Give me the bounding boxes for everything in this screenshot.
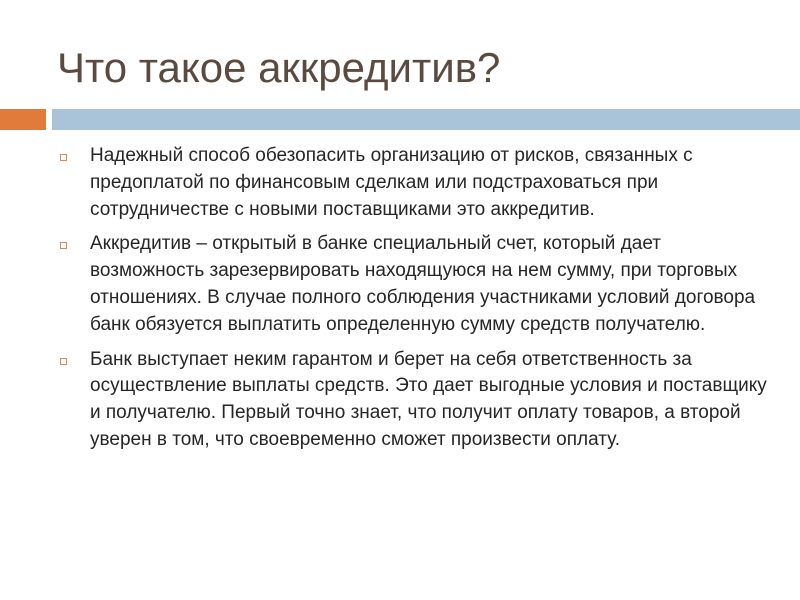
bullet-text: Банк выступает неким гарантом и берет на себя ответственность за осуществление выплаты средств. Это дает выгодные условия и поставщику и получателю. Первый точно знает, что получит оплату товаров, а второй уверен в том, что своевременно сможет произвести оплату. xyxy=(90,348,767,450)
bullet-list xyxy=(58,143,778,462)
bullet-item xyxy=(58,143,778,223)
square-bullet-icon xyxy=(60,242,67,249)
square-bullet-icon xyxy=(60,154,67,161)
accent-bar-orange xyxy=(0,109,46,130)
bullet-text: Надежный способ обезопасить организацию от рисков, связанных с предоплатой по финансовым сделкам или подстраховаться при сотрудничестве с новыми поставщиками это аккредитив. xyxy=(90,145,693,220)
accent-bar-blue xyxy=(52,109,800,130)
slide-title: Что такое аккредитив? xyxy=(57,44,501,91)
square-bullet-icon xyxy=(60,358,67,365)
bullet-item xyxy=(58,347,778,454)
bullet-item xyxy=(58,231,778,338)
bullet-text: Аккредитив – открытый в банке специальный счет, который дает возможность зарезервировать находящуюся на нем сумму, при торговых отношениях. В случае полного соблюдения участниками условий договора банк обязуется выплатить определенную сумму средств получателю. xyxy=(90,233,756,335)
